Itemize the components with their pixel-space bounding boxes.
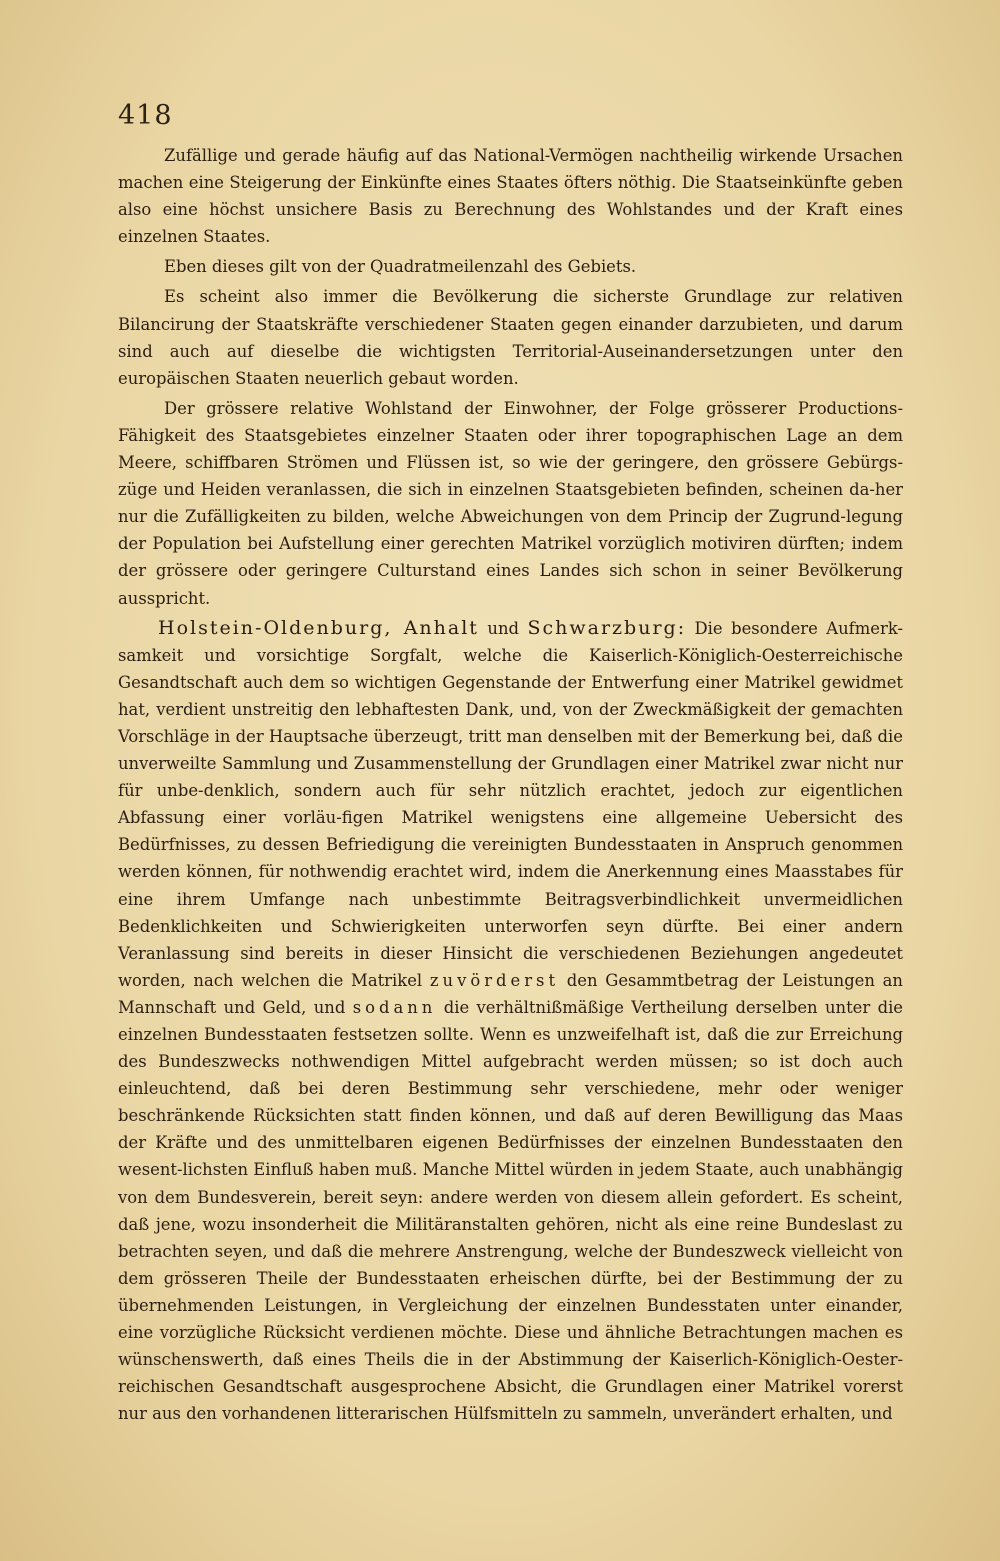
paragraph: Der grössere relative Wohlstand der Einwohner, der Folge grösserer Productions-Fähigkeit des Staatsgebietes einzelner Staaten oder ihrer topographischen Lage an dem Meere, schiffbaren Strömen und Flüssen ist, so wie der geringere, den grössere Gebürgs-züge und Heiden veranlassen, die sich in einzelnen Staatsgebieten befinden, scheinen da-her nur die Zufälligkeiten zu bilden, welche Abweichungen von dem Princip der Zugrund-legung der Population bei Aufstellung einer gerechten Matrikel vorzüglich motiviren dürften; indem der grössere oder geringere Culturstand eines Landes sich schon in seiner Bevölkerung ausspricht. <box>118 398 903 608</box>
section-text-2: den Gesammtbetrag der Leistungen an Mannschaft und Geld, und <box>118 970 903 1017</box>
emphasis-zuvoerderst: zuvörderst <box>429 970 560 990</box>
section-heading-part2: Schwarzburg: <box>527 616 687 639</box>
paragraph: Eben dieses gilt von der Quadratmeilenzahl des Gebiets. <box>164 257 637 277</box>
section-text-1: Die besondere Aufmerk-samkeit und vorsichtige Sorgfalt, welche die Kaiserlich-Königlich-Oesterreichische Gesandtschaft auch dem so wichtigen Gegenstande der Entwerfung einer Matrikel gewidmet hat, verdient unstreitig den lebhaftesten Dank, und, von der Zweckmäßigkeit der gemachten Vorschläge in der Hauptsache überzeugt, tritt man denselben mit der Bemerkung bei, daß die unverweilte Sammlung und Zusammenstellung der Grundlagen einer Matrikel zwar nicht nur für unbe-denklich, sondern auch für sehr nützlich erachtet, jedoch zur eigentlichen Abfassung einer vorläu-figen Matrikel wenigstens eine allgemeine Uebersicht des Bedürfnisses, zu dessen Befriedigung die vereinigten Bundesstaaten in Anspruch genommen werden können, für nothwendig erachtet wird, indem die Anerkennung eines Maasstabes für eine ihrem Umfange nach unbestimmte Beitragsverbindlichkeit unvermeidlichen Bedenklichkeiten und Schwierigkeiten unterworfen seyn dürfte. Bei einer andern Veranlassung sind bereits in dieser Hinsicht die verschiedenen Beziehungen angedeutet worden, nach welchen die Matrikel <box>118 618 904 990</box>
section-text-3: die verhältnißmäßige Vertheilung derselben unter die einzelnen Bundesstaaten festsetzen sollte. Wenn es unzweifelhaft ist, daß die zur Erreichung des Bundeszwecks nothwendigen Mittel aufgebracht werden müssen; so ist doch auch einleuchtend, daß bei deren Bestimmung sehr verschiedene, mehr oder weniger beschränkende Rücksichten statt finden können, und daß auf deren Bewilligung das Maas der Kräfte und des unmittelbaren eigenen Bedürfnisses der einzelnen Bundesstaaten den wesent-lichsten Einfluß haben muß. Manche Mittel würden in jedem Staate, auch unabhängig von dem Bundesverein, bereit seyn: andere werden von diesem allein gefordert. Es scheint, daß jene, wozu insonderheit die Militäranstalten gehören, nicht als eine reine Bundeslast zu betrachten seyen, und daß die mehrere Anstrengung, welche der Bundeszweck vielleicht von dem grösseren Theile der Bundesstaaten erheischen dürfte, bei der Bestimmung der zu übernehmenden Leistungen, in Vergleichung der einzelnen Bundesstaten unter einander, eine vorzügliche Rücksicht verdienen möchte. Diese und ähnliche Betrachtungen machen es wünschenswerth, daß eines Theils die in der Abstimmung der Kaiserlich-Königlich-Oester-reichischen Gesandtschaft ausgesprochene Absicht, die Grundlagen einer Matrikel vorerst nur aus den vorhandenen litterarischen Hülfsmitteln zu sammeln, unverändert erhalten, und <box>118 997 904 1424</box>
emphasis-sodann: sodann <box>352 997 437 1017</box>
page-number: 418 <box>118 100 173 131</box>
body-text <box>118 142 903 1430</box>
section-heading-joiner: und <box>478 618 528 638</box>
section-paragraph <box>118 615 903 1428</box>
section-heading-part1: Holstein-Oldenburg, Anhalt <box>158 616 479 639</box>
paragraph: Es scheint also immer die Bevölkerung die sicherste Grundlage zur relativen Bilancirung der Staatskräfte verschiedener Staaten gegen einander darzubieten, und darum sind auch auf dieselbe die wichtigsten Territorial-Auseinandersetzungen unter den europäischen Staaten neuerlich gebaut worden. <box>118 287 903 388</box>
paragraph: Zufällige und gerade häufig auf das National-Vermögen nachtheilig wirkende Ursachen machen eine Steigerung der Einkünfte eines Staates öfters nöthig. Die Staatseinkünfte geben also eine höchst unsichere Basis zu Berechnung des Wohlstandes und der Kraft eines einzelnen Staates. <box>118 146 903 247</box>
